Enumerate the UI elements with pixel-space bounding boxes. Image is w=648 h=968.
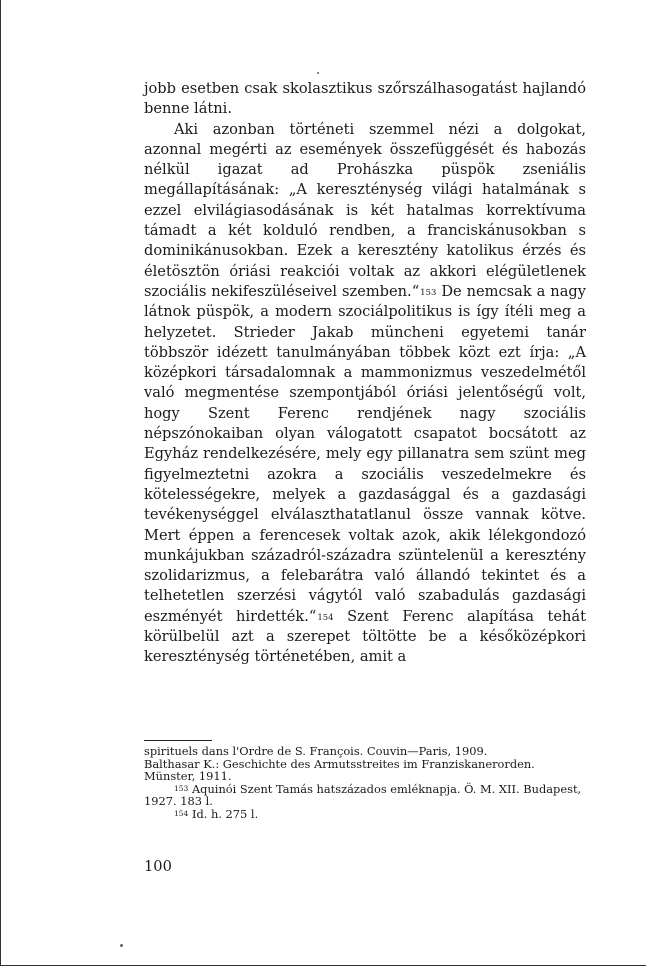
paragraph-text-part: Szent Ferenc alapítása tehát körülbelül azt a szerepet töltötte be a későközépkori kereszténység történetében, amit a [144,607,586,666]
footnote-153 [144,783,586,808]
footnote-number: 153 [174,783,189,793]
footnote-number: 154 [174,808,189,818]
footnote-reference: 153 [420,287,437,298]
paragraph-continuation: jobb esetben csak skolasztikus szőrszálhasogatást hajlandó benne látni. [144,80,586,118]
paragraph-text-part: Aki azonban történeti szemmel nézi a dolgokat, azonnal megérti az események összefüggését és habozás nélkül igazat ad Prohászka püspök zseniális megállapításának: „A kereszténység világi hatalmának s ezzel elvilágiasodásának is két hatalmas korrektívuma támadt a két kolduló rendben, a franciskánusokban s dominikánusokban. Ezek a keresztény katolikus érzés és életösztön óriási reakciói voltak az akkori elégületlenek szociális nekifeszüléseivel szemben.“ [144,120,586,300]
footnote-continuation: spirituels dans l'Ordre de S. François. Couvin—Paris, 1909. [144,744,488,758]
main-text [144,79,586,668]
footnote-reference: 154 [317,612,334,623]
scan-speck [317,72,319,74]
footnote-text: Id. h. 275 l. [188,806,259,821]
scan-speck [120,944,123,947]
footnote-text: Aquinói Szent Tamás hatszázados emléknapja. Ö. M. XII. Budapest, 1927. 183 l. [144,781,582,809]
footnote-continuation: Balthasar K.: Geschichte des Armutsstreites im Franziskanerorden. Münster, 1911. [144,756,535,784]
paragraph-text-part: De nemcsak a nagy látnok püspök, a modern szociálpolitikus is így ítéli meg a helyzetet. Strieder Jakab müncheni egyetemi tanár többször idézett tanulmányában többek közt ezt írja: „A középkori társadalomnak a mammonizmus veszedelmétől való megmentése szempontjából óriási jelentőségű volt, hogy Szent Ferenc rendjének nagy szociális népszónokaiban olyan válogatott csapatot bocsátott az Egyház rendelkezésére, mely egy pillanatra sem szünt meg figyelmeztetni azokra a szociális veszedelmekre és kötelességekre, melyek a gazdasággal és a gazdasági tevékenységgel elválaszthatatlanul össze vannak kötve. Mert éppen a ferencesek voltak azok, akik lélekgondozó munkájukban századról-századra szüntelenül a keresztény szolidarizmus, a felebarátra való állandó tekintet és a telhetetlen szerzési vágytól való szabadulás gazdasági eszményét hirdették.“ [144,282,586,625]
footnote-divider [144,740,212,741]
footnotes [144,745,586,821]
paragraph [144,120,586,668]
footnote-154 [144,808,586,821]
page-number: 100 [144,858,172,875]
